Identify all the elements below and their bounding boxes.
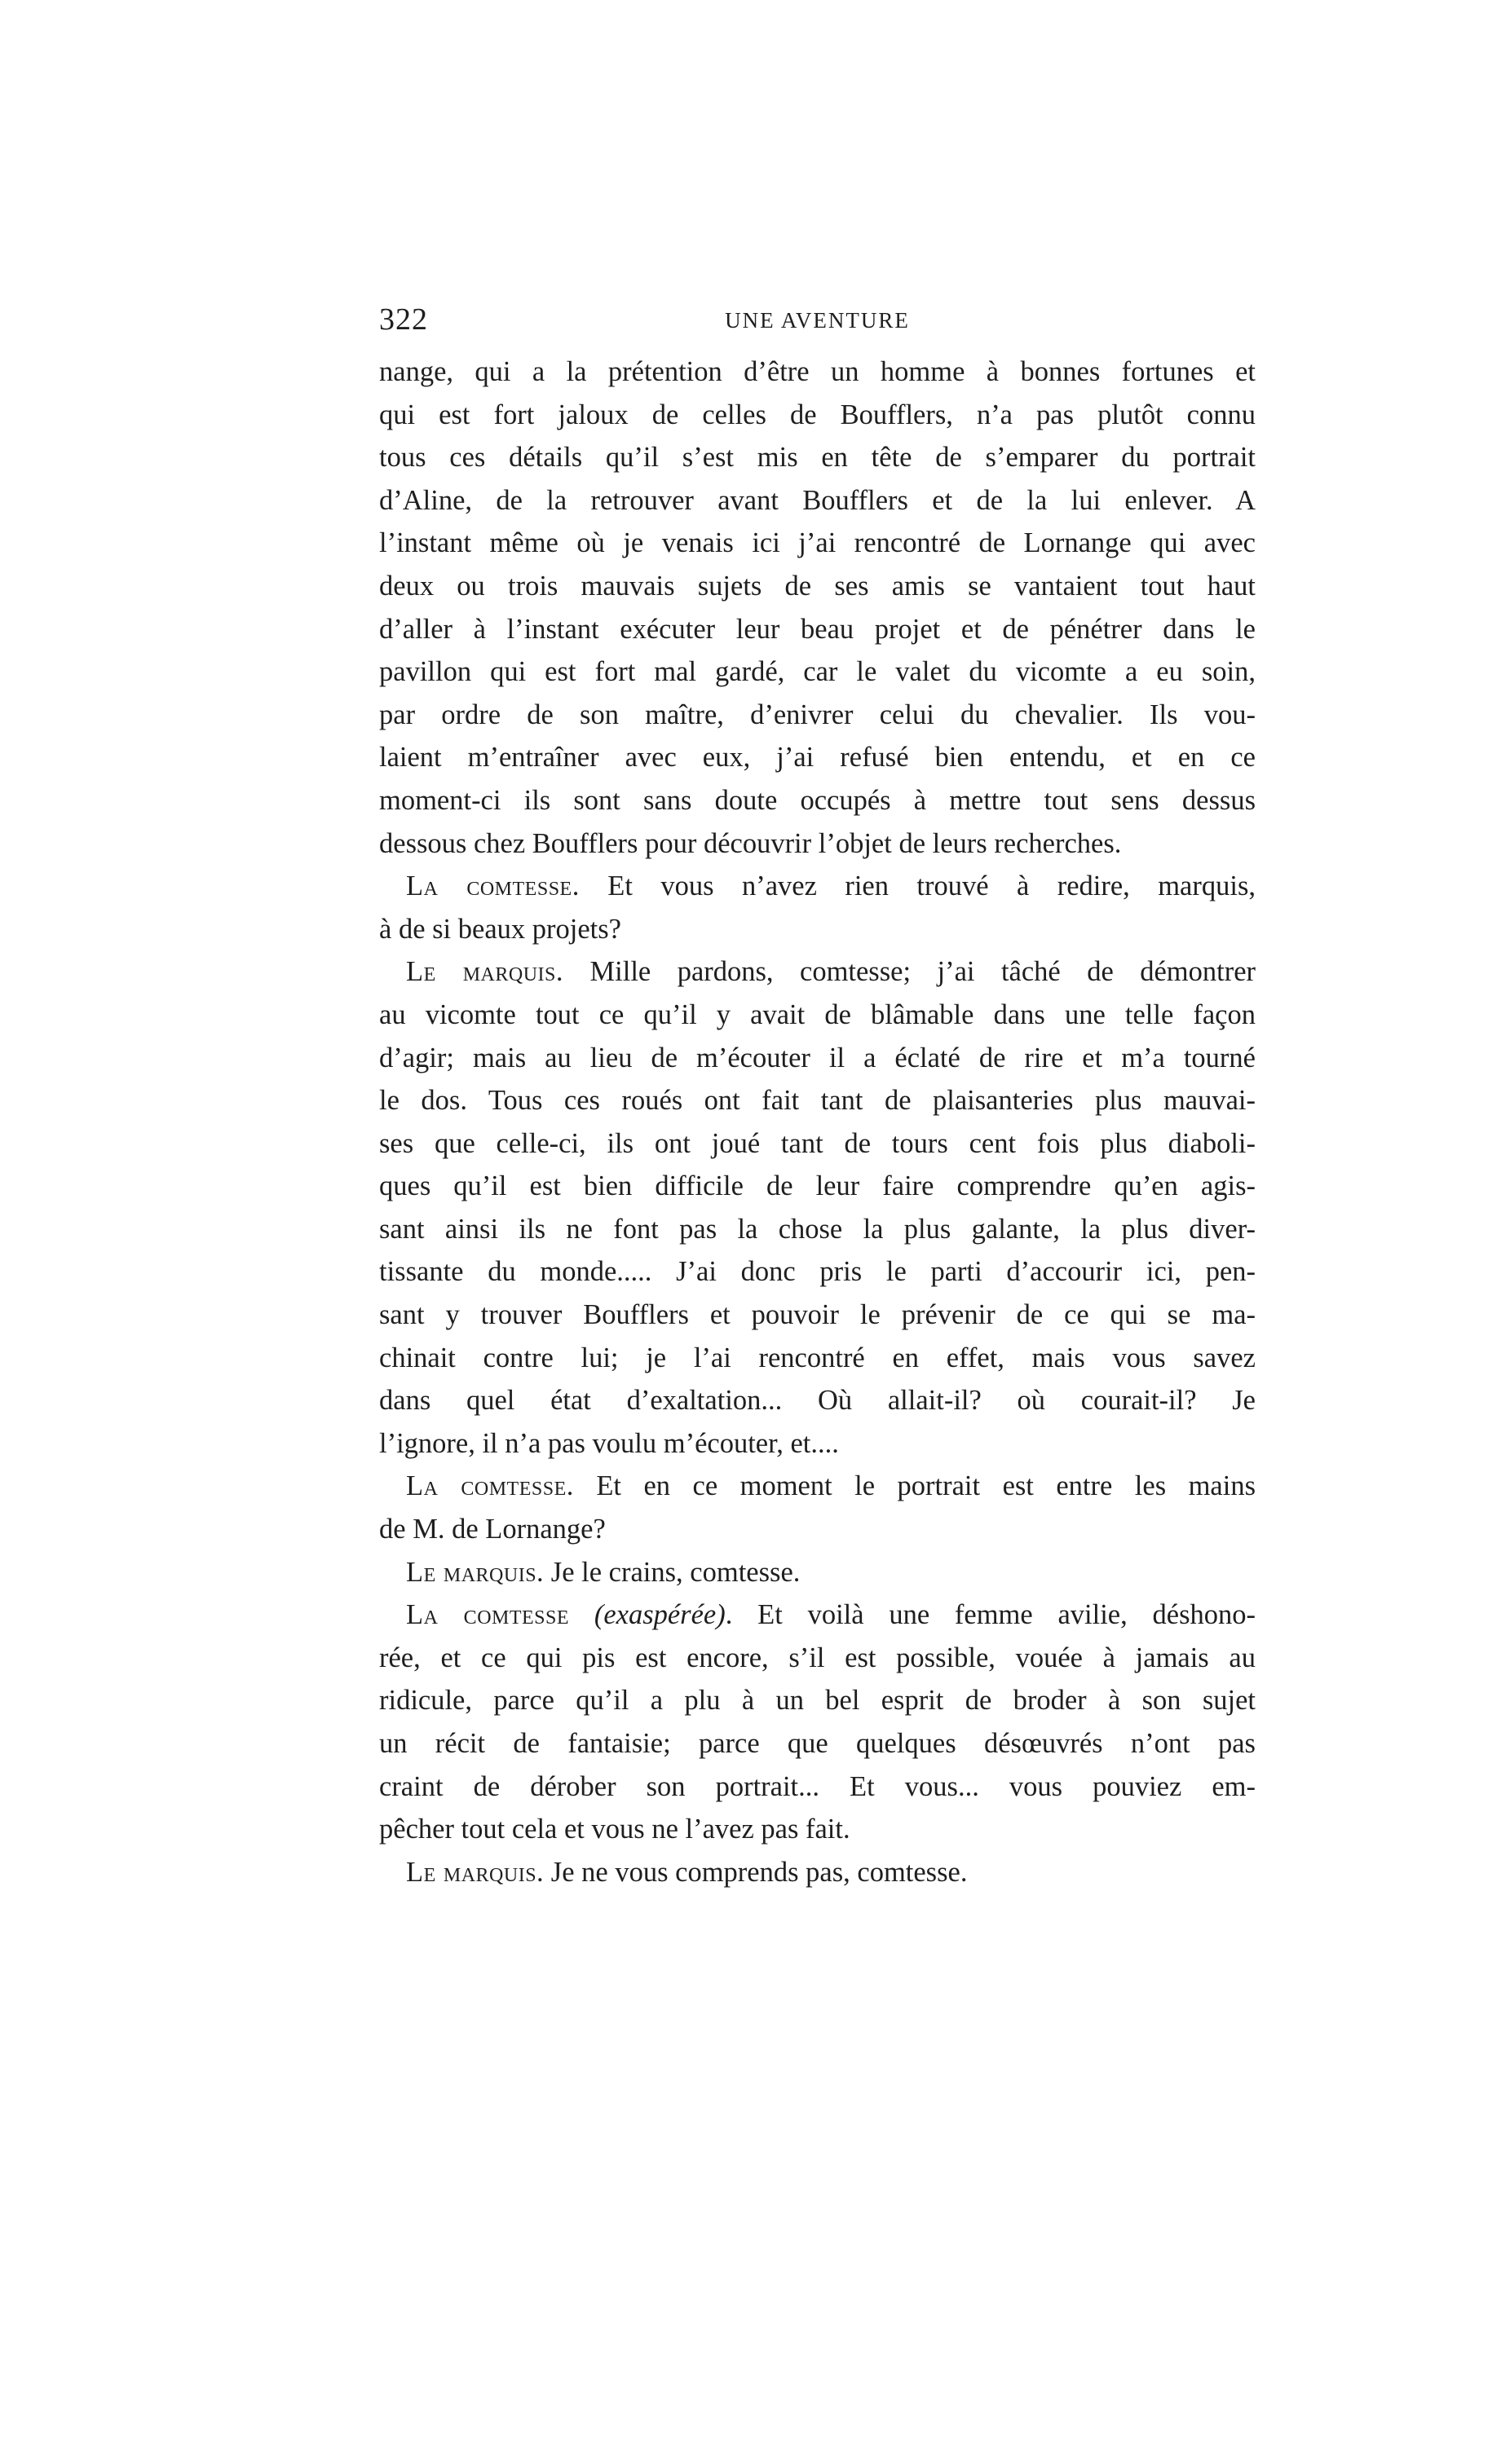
line-text: chinait contre lui; je l’ai rencontré en effet, mais vous savez (379, 1342, 1256, 1373)
text-line (379, 736, 1256, 779)
text-line (379, 994, 1256, 1037)
line-text: ques qu’il est bien difficile de leur faire comprendre qu’en agis- (379, 1170, 1256, 1202)
page-number: 322 (379, 302, 428, 337)
text-line (379, 1765, 1256, 1809)
text-line (379, 1465, 1256, 1508)
text-line (379, 865, 1256, 908)
line-text: dessous chez Boufflers pour découvrir l’objet de leurs recherches. (379, 827, 1122, 859)
speaker-name: La comtesse. (406, 1470, 574, 1502)
text-line (379, 1122, 1256, 1166)
line-text: au vicomte tout ce qu’il y avait de blâmable dans une telle façon (379, 998, 1256, 1030)
line-text: ridicule, parce qu’il a plu à un bel esprit de broder à son sujet (379, 1685, 1256, 1717)
text-line (379, 908, 1256, 951)
line-text: d’agir; mais au lieu de m’écouter il a éclaté de rire et m’a tourné (379, 1042, 1256, 1073)
line-text: un récit de fantaisie; parce que quelques désœuvrés n’ont pas (379, 1728, 1256, 1759)
stage-direction: (exaspérée) (594, 1599, 726, 1631)
text-line (379, 1722, 1256, 1765)
line-text: nange, qui a la prétention d’être un homme à bonnes fortunes et (379, 356, 1256, 387)
text-line (379, 522, 1256, 565)
line-text: dans quel état d’exaltation... Où allait-il? où courait-il? Je (379, 1385, 1256, 1417)
text-line (379, 565, 1256, 608)
line-text: sant y trouver Boufflers et pouvoir le prévenir de ce qui se ma- (379, 1299, 1256, 1331)
text-line (379, 1079, 1256, 1122)
text-line (379, 1551, 1256, 1594)
line-text: Mille pardons, comtesse; j’ai tâché de démontrer (563, 956, 1256, 988)
text-line (379, 779, 1256, 822)
text-line (379, 436, 1256, 479)
line-text: sant ainsi ils ne font pas la chose la plus galante, la plus diver- (379, 1213, 1256, 1245)
text-line (379, 1808, 1256, 1851)
running-title: UNE AVENTURE (725, 308, 910, 333)
line-text: l’ignore, il n’a pas voulu m’écouter, et.... (379, 1427, 839, 1459)
line-text: à de si beaux projets? (379, 913, 621, 945)
line-text: l’instant même où je venais ici j’ai rencontré de Lornange qui avec (379, 527, 1256, 559)
speaker-name: Le marquis. (406, 956, 564, 988)
text-line (379, 1165, 1256, 1208)
line-text: Je le crains, comtesse. (544, 1556, 801, 1588)
line-text: moment-ci ils sont sans doute occupés à mettre tout sens dessus (379, 784, 1256, 816)
text-line (379, 694, 1256, 737)
line-text: tissante du monde..... J’ai donc pris le parti d’accourir ici, pen- (379, 1256, 1256, 1288)
line-text: tous ces détails qu’il s’est mis en tête de s’emparer du portrait (379, 442, 1256, 474)
line-text: Et vous n’avez rien trouvé à redire, marquis, (579, 871, 1256, 902)
line-text: par ordre de son maître, d’enivrer celui du chevalier. Ils vou- (379, 699, 1256, 730)
text-line (379, 1422, 1256, 1466)
text-line (379, 479, 1256, 522)
text-line (379, 394, 1256, 437)
line-text: qui est fort jaloux de celles de Boufflers, n’a pas plutôt connu (379, 399, 1256, 430)
speaker-name: La comtesse (406, 1599, 570, 1631)
line-text: Je ne vous comprends pas, comtesse. (544, 1856, 968, 1888)
speaker-name: La comtesse. (406, 871, 580, 902)
line-text: le dos. Tous ces roués ont fait tant de plaisanteries plus mauvai- (379, 1085, 1256, 1117)
text-line (379, 650, 1256, 694)
text-line (379, 950, 1256, 994)
text-line (379, 1508, 1256, 1551)
text-line (379, 608, 1256, 651)
text-line (379, 1593, 1256, 1637)
line-text: Et en ce moment le portrait est entre les mains (573, 1470, 1256, 1502)
text-line (379, 1379, 1256, 1422)
text-line (379, 350, 1256, 394)
line-text: craint de dérober son portrait... Et vous... vous pouviez em- (379, 1770, 1256, 1802)
line-text: laient m’entraîner avec eux, j’ai refusé bien entendu, et en ce (379, 742, 1256, 774)
text-line (379, 822, 1256, 866)
text-line (379, 1637, 1256, 1680)
text-line (379, 1250, 1256, 1294)
line-text: de M. de Lornange? (379, 1514, 606, 1545)
speaker-name: Le marquis. (406, 1856, 545, 1888)
body-text (379, 350, 1256, 1893)
line-text: . Et voilà une femme avilie, déshono- (725, 1599, 1256, 1631)
line-text: ses que celle-ci, ils ont joué tant de tours cent fois plus diaboli- (379, 1127, 1256, 1159)
text-line (379, 1037, 1256, 1080)
line-text: d’Aline, de la retrouver avant Boufflers et de la lui enlever. A (379, 484, 1256, 516)
line-text: deux ou trois mauvais sujets de ses amis se vantaient tout haut (379, 570, 1256, 602)
line-text: rée, et ce qui pis est encore, s’il est possible, vouée à jamais au (379, 1642, 1256, 1673)
line-text: pavillon qui est fort mal gardé, car le valet du vicomte a eu soin, (379, 656, 1256, 688)
speaker-name: Le marquis. (406, 1556, 545, 1588)
text-line (379, 1851, 1256, 1894)
text-line (379, 1208, 1256, 1251)
running-header (379, 295, 1256, 344)
line-text: pêcher tout cela et vous ne l’avez pas fait. (379, 1814, 850, 1845)
text-line (379, 1679, 1256, 1722)
line-text: d’aller à l’instant exécuter leur beau projet et de pénétrer dans le (379, 613, 1256, 645)
text-line (379, 1337, 1256, 1380)
text-line (379, 1294, 1256, 1337)
